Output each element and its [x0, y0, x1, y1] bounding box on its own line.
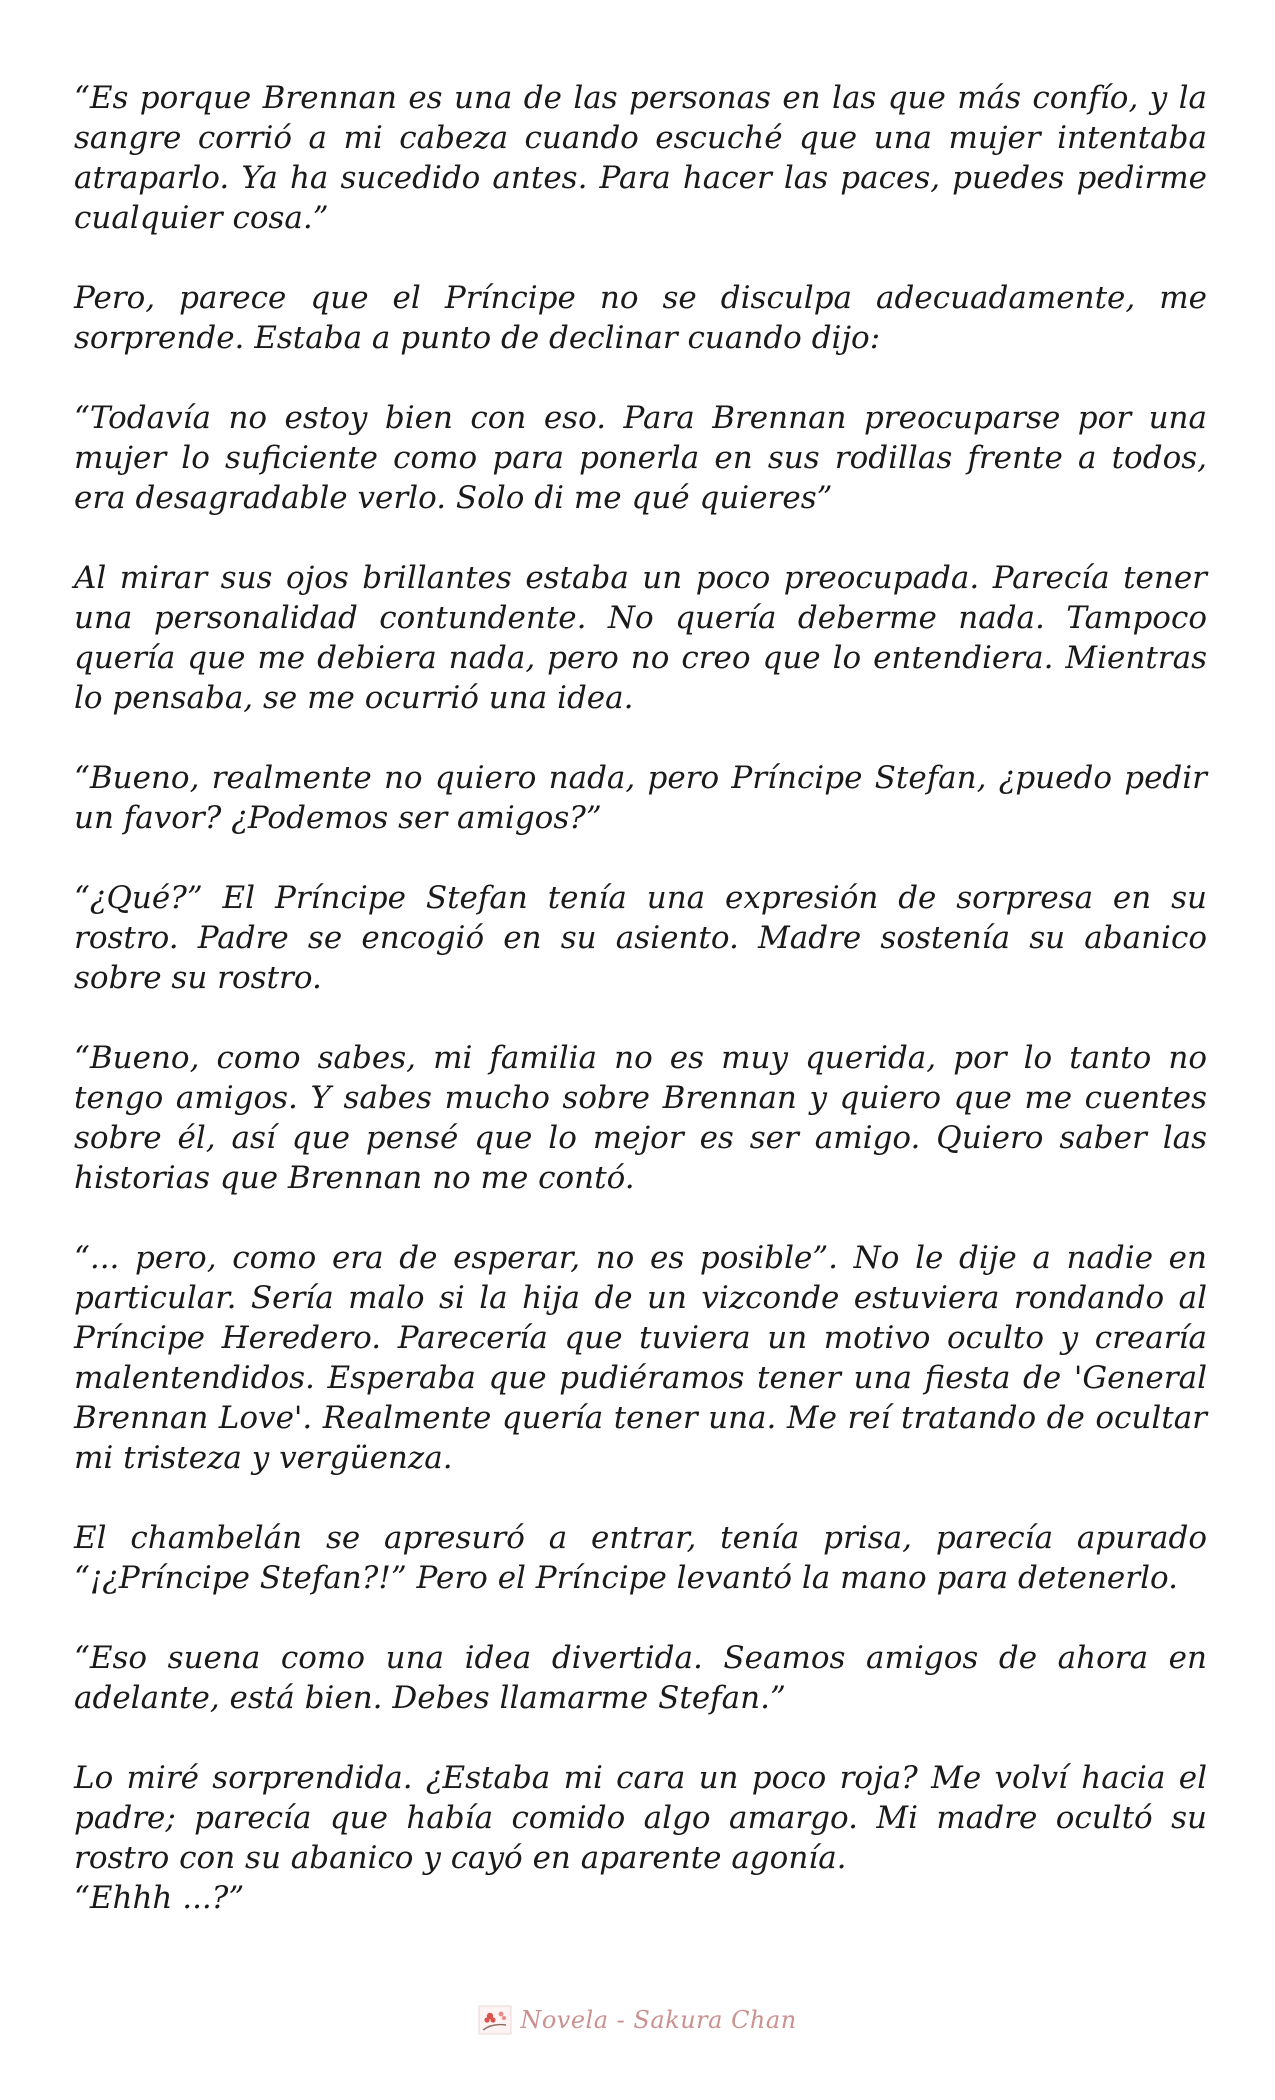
paragraph: “Eso suena como una idea divertida. Seamos amigos de ahora en adelante, está bien. Debes llamarme Stefan.” — [74, 1640, 1207, 1716]
document-body — [74, 78, 1207, 1918]
footer-text: Novela - Sakura Chan — [520, 2006, 797, 2034]
sakura-flower-icon — [478, 2005, 512, 2035]
paragraph: “Ehhh ...?” — [74, 1880, 245, 1916]
paragraph: Lo miré sorprendida. ¿Estaba mi cara un poco roja? Me volví hacia el padre; parecía que había comido algo amargo. Mi madre ocultó su rostro con su abanico y cayó en aparente agonía. — [74, 1760, 1207, 1876]
paragraph: “... pero, como era de esperar, no es posible”. No le dije a nadie en particular. Sería malo si la hija de un vizconde estuviera rondando al Príncipe Heredero. Parecería que tuviera un motivo oculto y crearía malentendidos. Esperaba que pudiéramos tener una fiesta de 'General Brennan Love'. Realmente quería tener una. Me reí tratando de ocultar mi tristeza y vergüenza. — [74, 1240, 1207, 1476]
paragraph: El chambelán se apresuró a entrar, tenía prisa, parecía apurado “¡¿Príncipe Stefan?!” Pero el Príncipe levantó la mano para detenerlo. — [74, 1520, 1207, 1596]
paragraph: “Es porque Brennan es una de las personas en las que más confío, y la sangre corrió a mi cabeza cuando escuché que una mujer intentaba atraparlo. Ya ha sucedido antes. Para hacer las paces, puedes pedirme cualquier cosa.” — [74, 80, 1207, 236]
footer-watermark — [0, 2000, 1275, 2040]
paragraph: “Bueno, como sabes, mi familia no es muy querida, por lo tanto no tengo amigos. Y sabes mucho sobre Brennan y quiero que me cuentes sobre él, así que pensé que lo mejor es ser amigo. Quiero saber las historias que Brennan no me contó. — [74, 1040, 1207, 1196]
paragraph: “Todavía no estoy bien con eso. Para Brennan preocuparse por una mujer lo suficiente como para ponerla en sus rodillas frente a todos, era desagradable verlo. Solo di me qué quieres” — [74, 400, 1207, 516]
paragraph: Al mirar sus ojos brillantes estaba un poco preocupada. Parecía tener una personalidad contundente. No quería deberme nada. Tampoco quería que me debiera nada, pero no creo que lo entendiera. Mientras lo pensaba, se me ocurrió una idea. — [74, 560, 1207, 716]
paragraph: “¿Qué?” El Príncipe Stefan tenía una expresión de sorpresa en su rostro. Padre se encogió en su asiento. Madre sostenía su abanico sobre su rostro. — [74, 880, 1207, 996]
paragraph: “Bueno, realmente no quiero nada, pero Príncipe Stefan, ¿puedo pedir un favor? ¿Podemos ser amigos?” — [74, 760, 1207, 836]
paragraph: Pero, parece que el Príncipe no se disculpa adecuadamente, me sorprende. Estaba a punto de declinar cuando dijo: — [74, 280, 1207, 356]
